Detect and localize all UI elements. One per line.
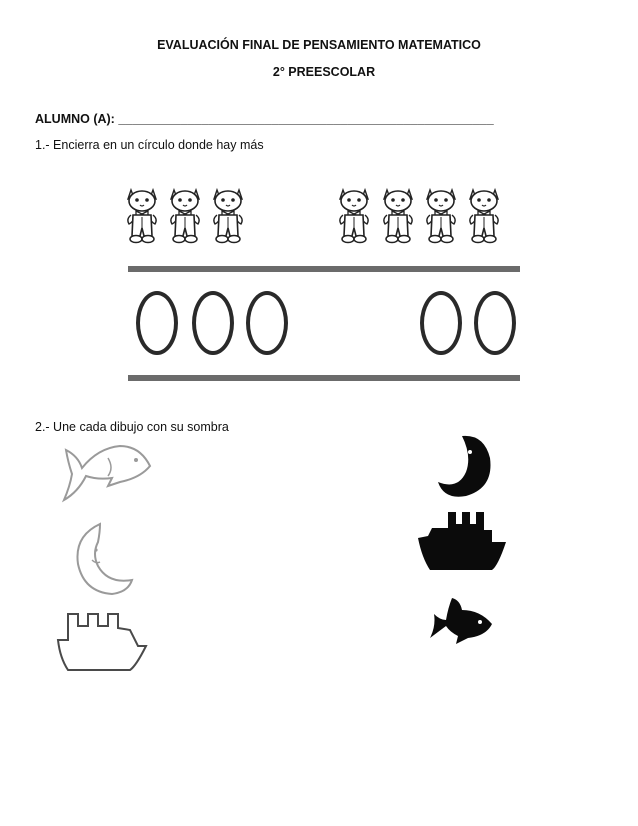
fish-shadow-icon[interactable]	[428, 596, 496, 648]
page-title: EVALUACIÓN FINAL DE PENSAMIENTO MATEMATICO	[157, 38, 481, 52]
question-1: 1.- Encierra en un círculo donde hay más	[35, 138, 264, 152]
cat-icon	[466, 186, 502, 246]
cat-icon	[167, 186, 203, 246]
cat-icon	[124, 186, 160, 246]
ship-outline-icon[interactable]	[54, 606, 150, 674]
grade-subtitle: 2° PREESCOLAR	[272, 65, 376, 79]
answer-circle[interactable]	[246, 291, 288, 355]
moon-shadow-icon[interactable]	[436, 434, 492, 500]
ship-shadow-icon[interactable]	[418, 508, 506, 574]
answer-circle[interactable]	[474, 291, 516, 355]
divider-bottom	[128, 375, 520, 381]
cat-icon	[336, 186, 372, 246]
question-2: 2.- Une cada dibujo con su sombra	[35, 420, 229, 434]
moon-outline-icon[interactable]	[70, 520, 134, 598]
student-name-field: ALUMNO (A): ______________________________________________________	[35, 112, 494, 126]
cat-icon	[210, 186, 246, 246]
answer-circle[interactable]	[420, 291, 462, 355]
fish-outline-icon[interactable]	[58, 442, 154, 506]
divider-top	[128, 266, 520, 272]
answer-circle[interactable]	[192, 291, 234, 355]
cat-icon	[380, 186, 416, 246]
cat-icon	[423, 186, 459, 246]
answer-circle[interactable]	[136, 291, 178, 355]
